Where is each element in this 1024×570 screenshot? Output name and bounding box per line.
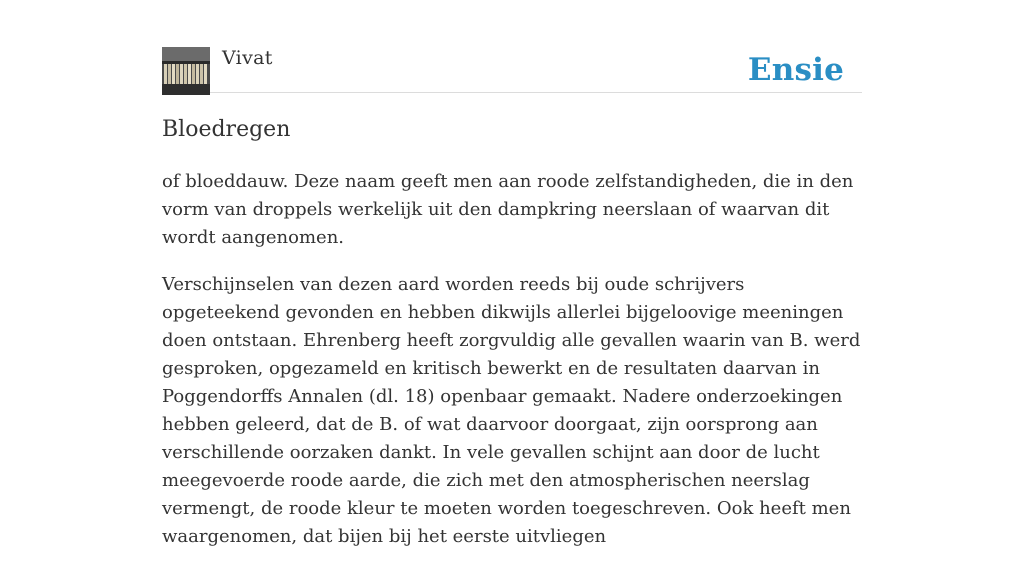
article-title: Bloedregen xyxy=(162,117,291,142)
avatar[interactable] xyxy=(162,47,210,95)
brand-logo[interactable]: Ensie xyxy=(747,52,844,88)
paragraph: of bloeddauw. Deze naam geeft men aan roode zelfstandigheden, die in den vorm van droppels werkelijk uit den dampkring neerslaan of waarvan dit wordt aangenomen. xyxy=(162,171,854,248)
username[interactable]: Vivat xyxy=(222,47,273,69)
article-body xyxy=(162,168,867,570)
books-avatar-icon xyxy=(162,47,210,95)
paragraph: Verschijnselen van dezen aard worden reeds bij oude schrijvers opgeteekend gevonden en hebben dikwijls allerlei bijgeloovige meeningen doen ontstaan. Ehrenberg heeft zorgvuldig alle gevallen waarin van B. werd gesproken, opgezameld en kritisch bewerkt en de resultaten daarvan in Poggendorffs Annalen (dl. 18) openbaar gemaakt. Nadere onderzoekingen hebben geleerd, dat de B. of wat daarvoor doorgaat, zijn oorsprong aan verschillende oorzaken dankt. In vele gevallen schijnt aan door de lucht meegevoerde roode aarde, die zich met den atmospherischen neerslag vermengt, de roode kleur te moeten worden toegeschreven. Ook heeft men waargenomen, dat bijen bij het eerste uitvliegen xyxy=(162,274,861,547)
header xyxy=(162,46,862,93)
